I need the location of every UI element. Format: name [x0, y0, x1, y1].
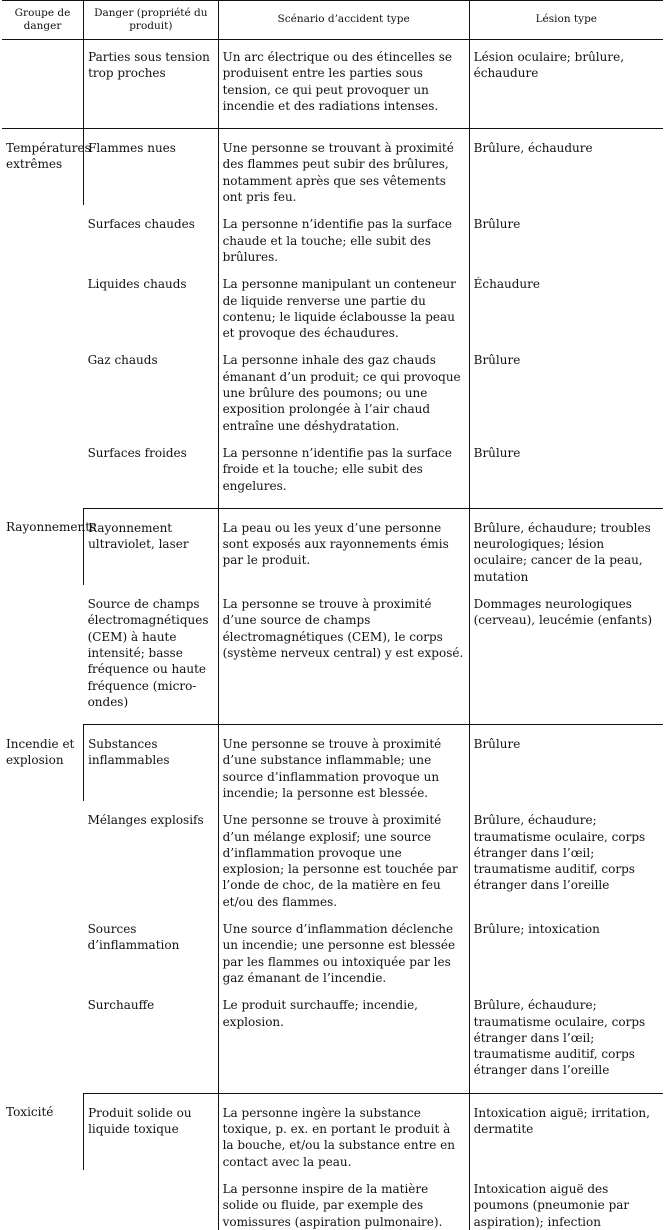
table-row: [2, 341, 663, 433]
danger-cell: Parties sous tension trop proches: [84, 40, 219, 129]
table-row: [2, 725, 663, 802]
injury-cell: Brûlure, échaudure; troubles neurologiques; lésion oculaire; cancer de la peau, mutation: [469, 508, 663, 585]
group-cell: Toxicité: [6, 1105, 54, 1120]
danger-cell: Substances inflammables: [84, 725, 219, 802]
table-row: [2, 205, 663, 265]
scenario-cell: Une source d’inflammation déclenche un incendie; une personne est blessée par les flammes ou intoxiquée par les gaz émanant de l’incendie.: [218, 910, 469, 986]
scenario-cell: La peau ou les yeux d’une personne sont exposés aux rayonnements émis par le produit.: [218, 508, 469, 585]
group-cell: Incendie et explosion: [6, 736, 75, 767]
scenario-cell: La personne n’identifie pas la surface froide et la touche; elle subit des engelures.: [218, 434, 469, 508]
table-row: [2, 434, 663, 508]
table-row: [2, 508, 663, 585]
table-row: [2, 585, 663, 725]
danger-cell: Gaz chauds: [87, 353, 158, 368]
danger-cell: Sources d’inflammation: [87, 922, 180, 953]
injury-cell: Échaudure: [469, 265, 663, 341]
scenario-cell: La personne inhale des gaz chauds émanant d’un produit; ce qui provoque une brûlure des poumons; ou une exposition prolongée à l’air chaud entraîne une déshydratation.: [218, 341, 469, 433]
table-row: [2, 910, 663, 986]
injury-cell: Brûlure: [469, 725, 663, 802]
injury-cell: Brûlure, échaudure; traumatisme oculaire, corps étranger dans l’œil; traumatisme auditif, corps étranger dans l’oreille: [469, 801, 663, 910]
injury-cell: Brûlure, échaudure; traumatisme oculaire, corps étranger dans l’œil; traumatisme auditif, corps étranger dans l’oreille: [469, 986, 663, 1093]
table-row: [2, 986, 663, 1093]
group-cell: [2, 40, 84, 129]
injury-cell: Dommages neurologiques (cerveau), leucémie (enfants): [469, 585, 663, 725]
danger-cell: Surfaces froides: [84, 434, 219, 508]
hazard-table: [2, 0, 663, 1230]
scenario-cell: La personne ingère la substance toxique, p. ex. en portant le produit à la bouche, et/ou la substance entre en contact avec la peau.: [218, 1093, 469, 1170]
injury-cell: Lésion oculaire; brûlure, échaudure: [469, 40, 663, 129]
danger-cell: Produit solide ou liquide toxique: [84, 1093, 219, 1170]
header-row: [2, 1, 663, 40]
table-row: [2, 129, 663, 206]
scenario-cell: Une personne se trouve à proximité d’une substance inflammable; une source d’inflammation provoque un incendie; la personne est blessée.: [218, 725, 469, 802]
danger-cell: [84, 1170, 219, 1230]
table-row: [2, 1093, 663, 1170]
injury-cell: Brûlure: [469, 205, 663, 265]
table-row: [2, 1170, 663, 1230]
scenario-cell: La personne manipulant un conteneur de liquide renverse une partie du contenu; le liquide éclabousse la peau et provoque des échaudures.: [218, 265, 469, 341]
scenario-cell: La personne se trouve à proximité d’une source de champs électromagnétiques (CEM), le corps (système nerveux central) y est exposé.: [218, 585, 469, 725]
injury-cell: Brûlure: [469, 434, 663, 508]
scenario-cell: Un arc électrique ou des étincelles se produisent entre les parties sous tension, ce qui peut provoquer un incendie et des radiations intenses.: [218, 40, 469, 129]
table-row: [2, 40, 663, 129]
danger-cell: Liquides chauds: [87, 277, 187, 292]
danger-cell: Flammes nues: [84, 129, 219, 206]
header-scenario: Scénario d’accident type: [218, 1, 469, 40]
danger-cell: Mélanges explosifs: [87, 813, 204, 828]
injury-cell: Brûlure, échaudure: [469, 129, 663, 206]
danger-cell: Surfaces chaudes: [87, 217, 195, 232]
table-row: [2, 265, 663, 341]
injury-cell: Intoxication aiguë des poumons (pneumonie par aspiration); infection: [469, 1170, 663, 1230]
injury-cell: Intoxication aiguë; irritation, dermatite: [469, 1093, 663, 1170]
table-row: [2, 801, 663, 910]
header-danger: Danger (propriété du produit): [84, 1, 219, 40]
danger-cell: Surchauffe: [84, 986, 219, 1093]
scenario-cell: Une personne se trouvant à proximité des flammes peut subir des brûlures, notamment après que ses vêtements ont pris feu.: [218, 129, 469, 206]
scenario-cell: Le produit surchauffe; incendie, explosion.: [218, 986, 469, 1093]
header-injury: Lésion type: [469, 1, 663, 40]
scenario-cell: Une personne se trouve à proximité d’un mélange explosif; une source d’inflammation provoque une explosion; la personne est touchée par l’onde de choc, de la matière en feu et/ou des flammes.: [218, 801, 469, 910]
danger-cell: Source de champs électromagnétiques (CEM) à haute intensité; basse fréquence ou haute fréquence (micro-ondes): [84, 585, 219, 725]
scenario-cell: La personne n’identifie pas la surface chaude et la touche; elle subit des brûlures.: [218, 205, 469, 265]
group-cell: Rayonnements: [6, 520, 97, 535]
header-group: Groupe de danger: [2, 1, 84, 40]
injury-cell: Brûlure: [469, 341, 663, 433]
group-cell: Températures extrêmes: [6, 141, 91, 172]
injury-cell: Brûlure; intoxication: [469, 910, 663, 986]
scenario-cell: La personne inspire de la matière solide ou fluide, par exemple des vomissures (aspiration pulmonaire).: [218, 1170, 469, 1230]
danger-cell: Rayonnement ultraviolet, laser: [84, 508, 219, 585]
